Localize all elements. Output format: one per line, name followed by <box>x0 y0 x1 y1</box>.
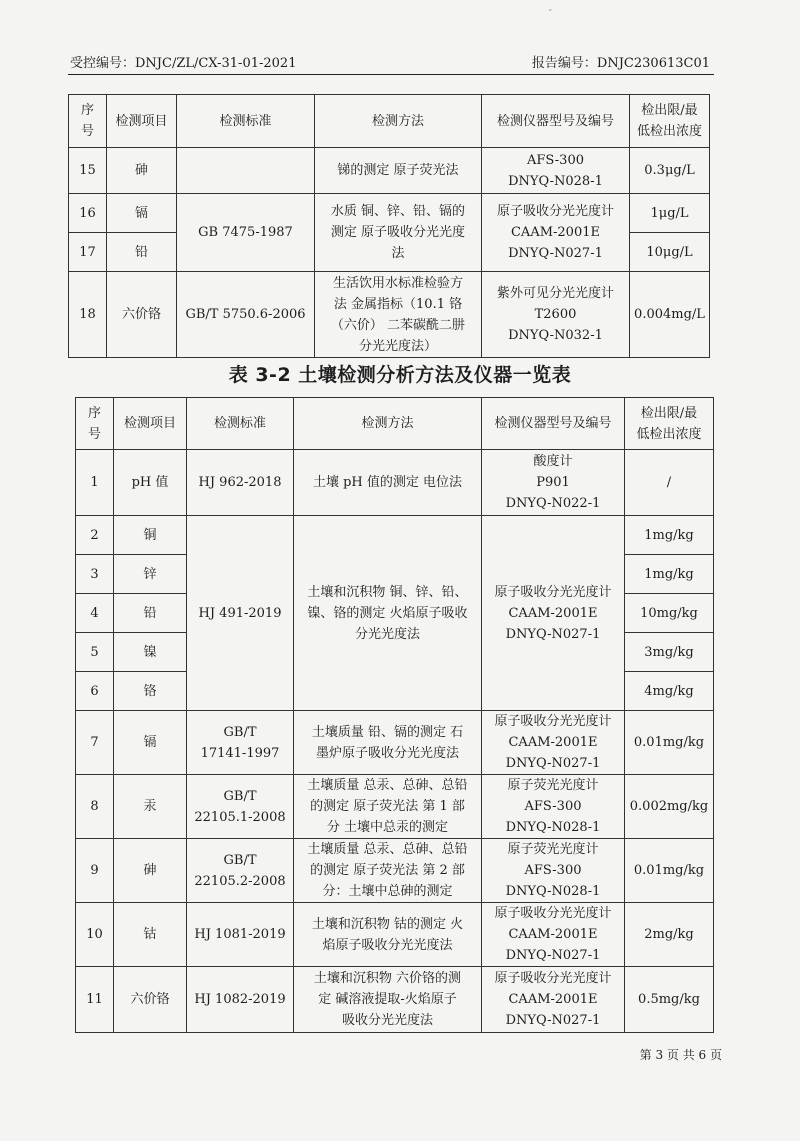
cell-seq: 17 <box>69 233 107 272</box>
cell-item: 铅 <box>114 594 187 633</box>
table-row <box>69 194 710 233</box>
cell-seq: 15 <box>69 148 107 194</box>
cell-instrument: AFS-300 DNYQ-N028-1 <box>482 148 630 194</box>
cell-limit: 1mg/kg <box>625 555 714 594</box>
cell-item: pH 值 <box>114 450 187 516</box>
cell-standard: GB/T 5750.6-2006 <box>177 272 315 358</box>
cell-instrument: 紫外可见分光光度计 T2600 DNYQ-N032-1 <box>482 272 630 358</box>
header-rule <box>68 74 714 75</box>
cell-item: 砷 <box>114 839 187 903</box>
cell-item: 镉 <box>114 711 187 775</box>
cell-limit: 1μg/L <box>630 194 710 233</box>
cell-limit: 0.004mg/L <box>630 272 710 358</box>
header-seq: 序 号 <box>69 95 107 148</box>
cell-item: 铅 <box>107 233 177 272</box>
cell-limit: 0.3μg/L <box>630 148 710 194</box>
cell-method: 土壤 pH 值的测定 电位法 <box>294 450 482 516</box>
cell-limit: 0.002mg/kg <box>625 775 714 839</box>
table-row <box>76 450 714 516</box>
cell-limit: 1mg/kg <box>625 516 714 555</box>
cell-item: 六价铬 <box>107 272 177 358</box>
page-number: 第 3 页 共 6 页 <box>639 1048 722 1062</box>
cell-seq: 8 <box>76 775 114 839</box>
header-limit: 检出限/最 低检出浓度 <box>630 95 710 148</box>
cell-instrument: 原子吸收分光光度计 CAAM-2001E DNYQ-N027-1 <box>482 711 625 775</box>
header-standard: 检测标准 <box>187 398 294 450</box>
water-methods-table <box>68 94 710 358</box>
header-instrument: 检测仪器型号及编号 <box>482 398 625 450</box>
table-row <box>69 272 710 358</box>
cell-standard: GB/T 22105.2-2008 <box>187 839 294 903</box>
cell-limit: 10mg/kg <box>625 594 714 633</box>
cell-limit: 2mg/kg <box>625 903 714 967</box>
cell-limit: / <box>625 450 714 516</box>
cell-instrument: 原子吸收分光光度计 CAAM-2001E DNYQ-N027-1 <box>482 967 625 1033</box>
cell-limit: 0.5mg/kg <box>625 967 714 1033</box>
cell-seq: 2 <box>76 516 114 555</box>
cell-instrument: 原子荧光光度计 AFS-300 DNYQ-N028-1 <box>482 775 625 839</box>
cell-seq: 3 <box>76 555 114 594</box>
cell-method: 土壤和沉积物 钴的测定 火 焰原子吸收分光光度法 <box>294 903 482 967</box>
cell-item: 钴 <box>114 903 187 967</box>
header-standard: 检测标准 <box>177 95 315 148</box>
cell-seq: 5 <box>76 633 114 672</box>
cell-instrument: 原子吸收分光光度计 CAAM-2001E DNYQ-N027-1 <box>482 903 625 967</box>
cell-standard: HJ 962-2018 <box>187 450 294 516</box>
soil-methods-table <box>75 397 714 1033</box>
cell-item: 汞 <box>114 775 187 839</box>
cell-standard: GB 7475-1987 <box>177 194 315 272</box>
cell-limit: 4mg/kg <box>625 672 714 711</box>
table-row <box>76 839 714 903</box>
cell-seq: 7 <box>76 711 114 775</box>
header-method: 检测方法 <box>315 95 482 148</box>
cell-limit: 0.01mg/kg <box>625 839 714 903</box>
cell-item: 铬 <box>114 672 187 711</box>
cell-method: 土壤质量 铅、镉的测定 石 墨炉原子吸收分光光度法 <box>294 711 482 775</box>
cell-seq: 6 <box>76 672 114 711</box>
cell-seq: 18 <box>69 272 107 358</box>
cell-limit: 3mg/kg <box>625 633 714 672</box>
cell-seq: 4 <box>76 594 114 633</box>
report-number: 报告编号：DNJC230613C01 <box>531 56 710 71</box>
cell-instrument: 原子荧光光度计 AFS-300 DNYQ-N028-1 <box>482 839 625 903</box>
cell-standard: HJ 1082-2019 <box>187 967 294 1033</box>
cell-seq: 1 <box>76 450 114 516</box>
cell-method: 锑的测定 原子荧光法 <box>315 148 482 194</box>
cell-method: 生活饮用水标准检验方 法 金属指标（10.1 铬 （六价） 二苯碳酰二肼 分光光度法） <box>315 272 482 358</box>
cell-item: 六价铬 <box>114 967 187 1033</box>
cell-limit: 10μg/L <box>630 233 710 272</box>
cell-instrument: 酸度计 P901 DNYQ-N022-1 <box>482 450 625 516</box>
cell-seq: 16 <box>69 194 107 233</box>
cell-item: 镉 <box>107 194 177 233</box>
cell-method: 土壤和沉积物 六价铬的测 定 碱溶液提取-火焰原子 吸收分光光度法 <box>294 967 482 1033</box>
table-row <box>76 516 714 555</box>
cell-item: 锌 <box>114 555 187 594</box>
cell-standard: HJ 1081-2019 <box>187 903 294 967</box>
cell-item: 镍 <box>114 633 187 672</box>
table-row <box>76 903 714 967</box>
cell-limit: 0.01mg/kg <box>625 711 714 775</box>
cell-method: 土壤质量 总汞、总砷、总铅 的测定 原子荧光法 第 1 部 分 土壤中总汞的测定 <box>294 775 482 839</box>
cell-item: 铜 <box>114 516 187 555</box>
header-method: 检测方法 <box>294 398 482 450</box>
cell-method: 土壤和沉积物 铜、锌、铅、 镍、铬的测定 火焰原子吸收 分光光度法 <box>294 516 482 711</box>
cell-seq: 9 <box>76 839 114 903</box>
header-seq: 序 号 <box>76 398 114 450</box>
control-number: 受控编号：DNJC/ZL/CX-31-01-2021 <box>70 56 297 71</box>
table-row <box>76 775 714 839</box>
cell-instrument: 原子吸收分光光度计 CAAM-2001E DNYQ-N027-1 <box>482 516 625 711</box>
cell-standard: HJ 491-2019 <box>187 516 294 711</box>
header-instrument: 检测仪器型号及编号 <box>482 95 630 148</box>
table-header-row <box>76 398 714 450</box>
header-item: 检测项目 <box>107 95 177 148</box>
cell-item: 砷 <box>107 148 177 194</box>
cell-seq: 11 <box>76 967 114 1033</box>
cell-method: 水质 铜、锌、铅、镉的 测定 原子吸收分光光度 法 <box>315 194 482 272</box>
header-item: 检测项目 <box>114 398 187 450</box>
cell-standard: GB/T 17141-1997 <box>187 711 294 775</box>
table-header-row <box>69 95 710 148</box>
cell-instrument: 原子吸收分光光度计 CAAM-2001E DNYQ-N027-1 <box>482 194 630 272</box>
header-limit: 检出限/最 低检出浓度 <box>625 398 714 450</box>
scan-mark: ˇ <box>548 10 553 20</box>
table-caption: 表 3-2 土壤检测分析方法及仪器一览表 <box>228 364 572 386</box>
cell-standard <box>177 148 315 194</box>
cell-seq: 10 <box>76 903 114 967</box>
cell-method: 土壤质量 总汞、总砷、总铅 的测定 原子荧光法 第 2 部 分：土壤中总砷的测定 <box>294 839 482 903</box>
table-row <box>69 148 710 194</box>
table-row <box>76 967 714 1033</box>
table-row <box>76 711 714 775</box>
cell-standard: GB/T 22105.1-2008 <box>187 775 294 839</box>
